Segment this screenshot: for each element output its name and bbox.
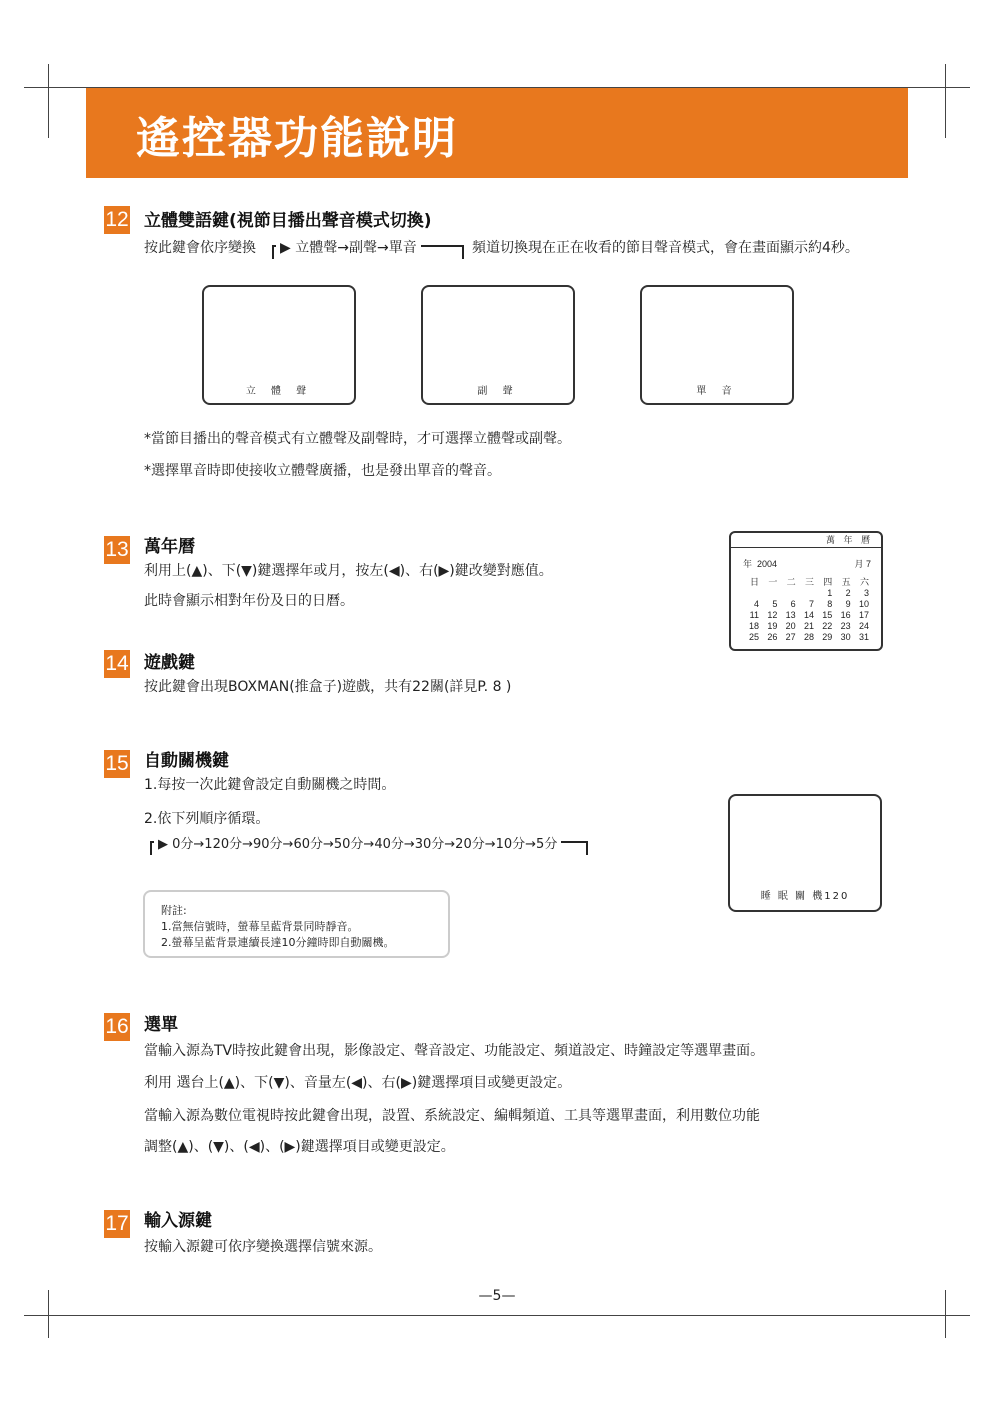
calendar-day: 21 (803, 621, 814, 631)
calendar-day (798, 588, 814, 598)
calendar-day: 31 (858, 632, 869, 642)
weekday: 三 (804, 577, 814, 587)
screen-label: 單 音 (696, 386, 738, 397)
s12-cycle-text: 立體聲→副聲→單音 (295, 240, 417, 256)
calendar-year-label: 年 (743, 559, 753, 569)
calendar-day: 1 (827, 588, 833, 598)
calendar-week-row (743, 588, 869, 598)
calendar-day: 14 (803, 610, 814, 620)
calendar-day: 9 (845, 599, 851, 609)
calendar-day: 25 (748, 632, 759, 642)
weekday: 一 (768, 577, 778, 587)
calendar-day: 13 (785, 610, 796, 620)
screen-label: 副 聲 (477, 386, 519, 397)
calendar-day: 5 (772, 599, 778, 609)
calendar-day: 28 (803, 632, 814, 642)
calendar-day: 23 (840, 621, 851, 631)
section-number-17: 17 (104, 1210, 130, 1238)
calendar-day: 20 (785, 621, 796, 631)
section-title-15: 自動關機鍵 (144, 751, 229, 771)
weekday: 二 (786, 577, 796, 587)
s15-cycle-text: 0分→120分→90分→60分→50分→40分→30分→20分→10分→5分 (172, 837, 558, 852)
page-number: —5— (478, 1288, 516, 1304)
calendar-weekdays (743, 575, 869, 588)
screen-stereo (202, 285, 356, 405)
calendar-day: 29 (822, 632, 833, 642)
screen-label: 立 體 聲 (245, 386, 313, 397)
calendar-month-label: 月 (854, 559, 864, 569)
page-title: 遙控器功能說明 (136, 113, 458, 164)
screen-sap (421, 285, 575, 405)
calendar-year: 2004 (757, 559, 778, 569)
arrow-icon: ▶ (158, 837, 168, 852)
calendar-title: 萬 年 曆 (825, 535, 873, 545)
s12-note2: *選擇單音時即使接收立體聲廣播，也是發出單音的聲音。 (144, 463, 501, 479)
calendar-day: 7 (808, 599, 814, 609)
calendar-day: 10 (858, 599, 869, 609)
s12-note1: *當節目播出的聲音模式有立體聲及副聲時，才可選擇立體聲或副聲。 (144, 431, 571, 447)
calendar-day: 22 (822, 621, 833, 631)
calendar-week-row (743, 621, 869, 631)
calendar-day: 16 (840, 610, 851, 620)
calendar-screen (729, 531, 883, 651)
weekday: 六 (859, 577, 869, 587)
calendar-day: 11 (749, 610, 759, 620)
crop-mark (24, 1315, 970, 1316)
calendar-week-row (743, 632, 869, 642)
calendar-title-bar (731, 533, 881, 548)
calendar-day: 2 (845, 588, 851, 598)
s12-line-pre: 按此鍵會依序變換 (144, 240, 256, 256)
s16-line2: 利用 選台上(▲)、下(▼)、音量左(◀)、右(▶)鍵選擇項目或變更設定。 (144, 1075, 572, 1091)
calendar-week-row (743, 599, 869, 609)
screen-mono (640, 285, 794, 405)
calendar-day: 18 (748, 621, 759, 631)
crop-mark (48, 64, 49, 138)
calendar-day: 24 (858, 621, 869, 631)
section-title-13: 萬年曆 (144, 537, 195, 557)
crop-mark (945, 64, 946, 138)
header-banner (86, 88, 908, 178)
calendar-day: 8 (827, 599, 833, 609)
note-line1: 1.當無信號時，螢幕呈藍背景同時靜音。 (161, 920, 359, 933)
note-box (143, 890, 450, 958)
s15-cycle (154, 833, 561, 852)
calendar-day: 26 (767, 632, 778, 642)
calendar-month: 7 (865, 559, 871, 569)
s13-line2: 此時會顯示相對年份及日的日曆。 (144, 593, 354, 609)
calendar-month-row (854, 557, 871, 570)
calendar-day: 30 (840, 632, 851, 642)
arrow-icon: ▶ (280, 240, 291, 256)
section-number-16: 16 (104, 1013, 130, 1041)
calendar-day (780, 588, 796, 598)
calendar-year-row (743, 557, 777, 570)
weekday: 四 (823, 577, 833, 587)
section-title-16: 選單 (144, 1015, 178, 1035)
calendar-day: 6 (790, 599, 796, 609)
s12-line-post: 頻道切換現在正在收看的節目聲音模式，會在畫面顯示約4秒。 (472, 240, 859, 256)
s17-line1: 按輸入源鍵可依序變換選擇信號來源。 (144, 1239, 382, 1255)
section-number-14: 14 (104, 650, 130, 678)
calendar-day: 19 (767, 621, 778, 631)
calendar-day (743, 588, 759, 598)
calendar-day (761, 588, 777, 598)
s12-cycle (276, 237, 421, 257)
section-title-17: 輸入源鍵 (144, 1211, 212, 1231)
s16-line3: 當輸入源為數位電視時按此鍵會出現，設置、系統設定、編輯頻道、工具等選單畫面，利用數位功能 (144, 1108, 760, 1124)
section-number-15: 15 (104, 750, 130, 778)
section-title-14: 遊戲鍵 (144, 653, 195, 673)
s16-line4: 調整(▲)、(▼)、(◀)、(▶)鍵選擇項目或變更設定。 (144, 1139, 455, 1155)
screen-label: 睡 眠 關 機120 (760, 891, 850, 902)
weekday: 日 (749, 577, 759, 587)
s16-line1: 當輸入源為TV時按此鍵會出現，影像設定、聲音設定、功能設定、頻道設定、時鐘設定等選單畫面。 (144, 1043, 765, 1059)
calendar-day: 12 (767, 610, 778, 620)
calendar-day: 17 (858, 610, 869, 620)
screen-sleep-timer (728, 794, 882, 912)
note-title: 附註: (161, 904, 187, 917)
calendar-week-row (743, 610, 869, 620)
calendar-day: 4 (753, 599, 759, 609)
section-title-12: 立體雙語鍵(視節目播出聲音模式切換) (144, 211, 432, 231)
s13-line1: 利用上(▲)、下(▼)鍵選擇年或月，按左(◀)、右(▶)鍵改變對應值。 (144, 563, 553, 579)
section-number-13: 13 (104, 536, 130, 564)
s15-line1: 1.每按一次此鍵會設定自動關機之時間。 (144, 777, 396, 793)
calendar-day: 15 (822, 610, 833, 620)
weekday: 五 (841, 577, 851, 587)
s15-line2: 2.依下列順序循環。 (144, 811, 270, 827)
s14-line1: 按此鍵會出現BOXMAN(推盒子)遊戲，共有22關(詳見P. 8 ) (144, 679, 512, 695)
calendar-day: 27 (785, 632, 796, 642)
calendar-day: 3 (863, 588, 869, 598)
section-number-12: 12 (104, 206, 130, 234)
note-line2: 2.螢幕呈藍背景連續長達10分鐘時即自動關機。 (161, 936, 395, 949)
